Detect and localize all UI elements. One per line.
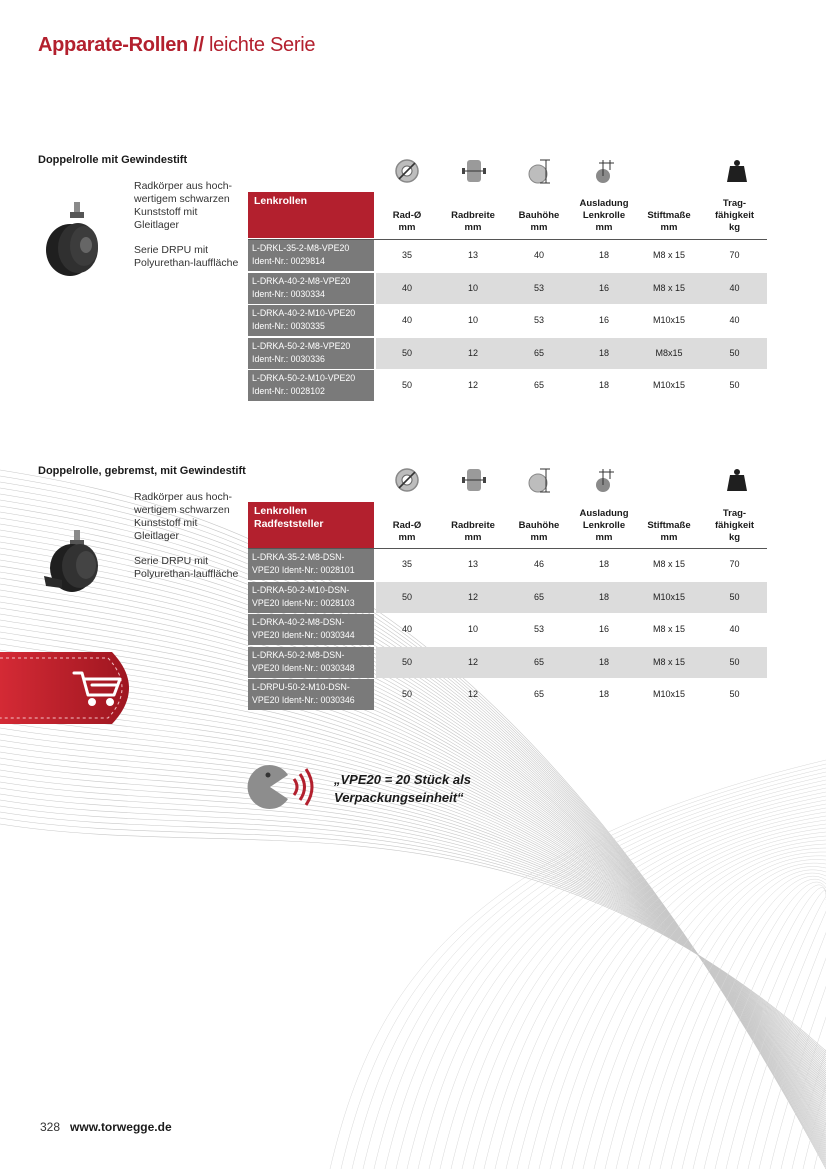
table-cell: 40 [729, 315, 740, 325]
table-cell: 40 [401, 315, 412, 325]
wheel-width-icon [461, 467, 487, 500]
table-cell: 13 [467, 250, 478, 260]
table-cell: 46 [533, 559, 544, 569]
table-row[interactable] [248, 240, 767, 272]
wheel-width-icon [461, 158, 487, 191]
column-header: Stiftmaße mm [647, 210, 691, 233]
table-cell: 50 [401, 347, 412, 358]
braked-caster-image [40, 528, 110, 604]
table-cell: 18 [598, 559, 609, 569]
table-row[interactable] [248, 305, 767, 337]
article-number: L-DRKA-50-2-M8-DSN- VPE20 Ident-Nr.: 0030348 [248, 647, 374, 678]
column-header: Ausladung Lenkrolle mm [579, 198, 629, 233]
wheel-diameter-icon [394, 467, 420, 500]
column-header: Radbreite mm [451, 210, 495, 233]
table-row[interactable] [248, 582, 767, 614]
table-cell: 10 [467, 282, 478, 293]
column-header: Ausladung Lenkrolle mm [579, 508, 629, 543]
table-cell: 10 [467, 315, 478, 325]
article-number: L-DRKA-50-2-M8-VPE20 Ident-Nr.: 0030336 [248, 338, 374, 369]
table-cell: 18 [598, 380, 609, 390]
table-header-label: Lenkrollen [248, 192, 374, 238]
table-row[interactable] [248, 370, 767, 402]
table-cell: 53 [533, 282, 544, 293]
article-number: L-DRPU-50-2-M10-DSN- VPE20 Ident-Nr.: 0030346 [248, 679, 374, 710]
table-cell: 40 [401, 624, 412, 634]
table-cell: 50 [729, 656, 740, 667]
page-title: Apparate-Rollen // leichte Serie [38, 34, 316, 56]
table-cell: 50 [729, 380, 740, 390]
table-cell: M10x15 [652, 380, 686, 390]
column-header: Stiftmaße mm [647, 520, 691, 543]
table-cell: M10x15 [652, 689, 686, 699]
table-row[interactable] [248, 647, 767, 679]
column-header: Bauhöhe mm [518, 520, 560, 543]
table-cell: 65 [533, 347, 544, 358]
column-header: Rad-Ø mm [392, 210, 422, 233]
section-title: Doppelrolle, gebremst, mit Gewindestift [38, 465, 246, 477]
table-cell: 18 [598, 591, 609, 602]
table-cell: 35 [401, 559, 412, 569]
table-cell: 12 [467, 591, 478, 602]
vpe-note: „VPE20 = 20 Stück als Verpackungseinheit“ [334, 772, 471, 805]
table-header-label: Lenkrollen Radfeststeller [248, 502, 374, 548]
table-cell: 50 [729, 689, 740, 699]
table-row[interactable] [248, 679, 767, 711]
table-row[interactable] [248, 273, 767, 305]
table-cell: 12 [467, 380, 478, 390]
table-cell: 35 [401, 250, 412, 260]
table-cell: 65 [533, 591, 544, 602]
table-cell: 16 [598, 315, 609, 325]
column-header: Bauhöhe mm [518, 210, 560, 233]
caster-image [36, 198, 102, 278]
table-cell: 10 [467, 624, 478, 634]
table-cell: 50 [401, 591, 412, 602]
table-row[interactable] [248, 549, 767, 581]
table-cell: 16 [598, 624, 609, 634]
section-title: Doppelrolle mit Gewindestift [38, 154, 188, 166]
cart-badge[interactable] [0, 648, 150, 728]
table-cell: 50 [401, 380, 412, 390]
column-header: Radbreite mm [451, 520, 495, 543]
table-cell: M8 x 15 [652, 559, 685, 569]
article-number: L-DRKA-40-2-M10-VPE20 Ident-Nr.: 0030335 [248, 305, 374, 336]
article-number: L-DRKA-50-2-M10-DSN- VPE20 Ident-Nr.: 0028103 [248, 582, 374, 613]
article-number: L-DRKA-35-2-M8-DSN- VPE20 Ident-Nr.: 0028101 [248, 549, 374, 580]
weight-icon [724, 158, 750, 191]
article-number: L-DRKA-40-2-M8-DSN- VPE20 Ident-Nr.: 0030344 [248, 614, 374, 645]
wheel-diameter-icon [394, 158, 420, 191]
product-description: Radkörper aus hoch-wertigem schwarzen Kunststoff mit Gleitlager Serie DRPU mit Polyurethan-lauffläche [134, 491, 239, 580]
table-cell: 40 [401, 282, 412, 293]
column-header: Trag- fähigkeit kg [714, 508, 755, 543]
table-cell: 16 [598, 282, 609, 293]
table-cell: M10x15 [652, 315, 686, 325]
table-cell: 50 [401, 656, 412, 667]
table-cell: 65 [533, 689, 544, 699]
offset-icon [592, 467, 618, 500]
table-cell: M10x15 [652, 591, 686, 602]
table-cell: 50 [401, 689, 412, 699]
table-cell: 65 [533, 380, 544, 390]
table-cell: 18 [598, 347, 609, 358]
height-icon [526, 467, 552, 500]
table-row[interactable] [248, 338, 767, 370]
table-cell: 53 [533, 624, 544, 634]
table-cell: 40 [729, 282, 740, 293]
table-cell: 12 [467, 656, 478, 667]
table-cell: 50 [729, 591, 740, 602]
table-cell: 40 [729, 624, 740, 634]
table-cell: M8 x 15 [652, 250, 685, 260]
table-cell: 18 [598, 250, 609, 260]
article-number: L-DRKL-35-2-M8-VPE20 Ident-Nr.: 0029814 [248, 240, 374, 271]
column-header: Trag- fähigkeit kg [714, 198, 755, 233]
table-cell: 18 [598, 689, 609, 699]
column-header: Rad-Ø mm [392, 520, 422, 543]
offset-icon [592, 158, 618, 191]
table-cell: 53 [533, 315, 544, 325]
table-cell: 12 [467, 689, 478, 699]
table-cell: M8x15 [655, 347, 683, 358]
table-cell: M8 x 15 [652, 282, 685, 293]
product-description: Radkörper aus hoch-wertigem schwarzen Kunststoff mit Gleitlager Serie DRPU mit Polyurethan-lauffläche [134, 180, 239, 269]
table-cell: 70 [729, 250, 740, 260]
pacman-icon [246, 763, 330, 813]
table-cell: 50 [729, 347, 740, 358]
table-cell: M8 x 15 [652, 624, 685, 634]
table-cell: 70 [729, 559, 740, 569]
weight-icon [724, 467, 750, 500]
table-cell: 18 [598, 656, 609, 667]
table-cell: 13 [467, 559, 478, 569]
article-number: L-DRKA-40-2-M8-VPE20 Ident-Nr.: 0030334 [248, 273, 374, 304]
table-cell: M8 x 15 [652, 656, 685, 667]
website-link[interactable]: www.torwegge.de [70, 1120, 172, 1134]
footer [40, 1120, 172, 1134]
height-icon [526, 158, 552, 191]
page-number: 328 [40, 1120, 61, 1134]
table-cell: 65 [533, 656, 544, 667]
table-row[interactable] [248, 614, 767, 646]
article-number: L-DRKA-50-2-M10-VPE20 Ident-Nr.: 0028102 [248, 370, 374, 401]
table-cell: 12 [467, 347, 478, 358]
table-cell: 40 [533, 250, 544, 260]
